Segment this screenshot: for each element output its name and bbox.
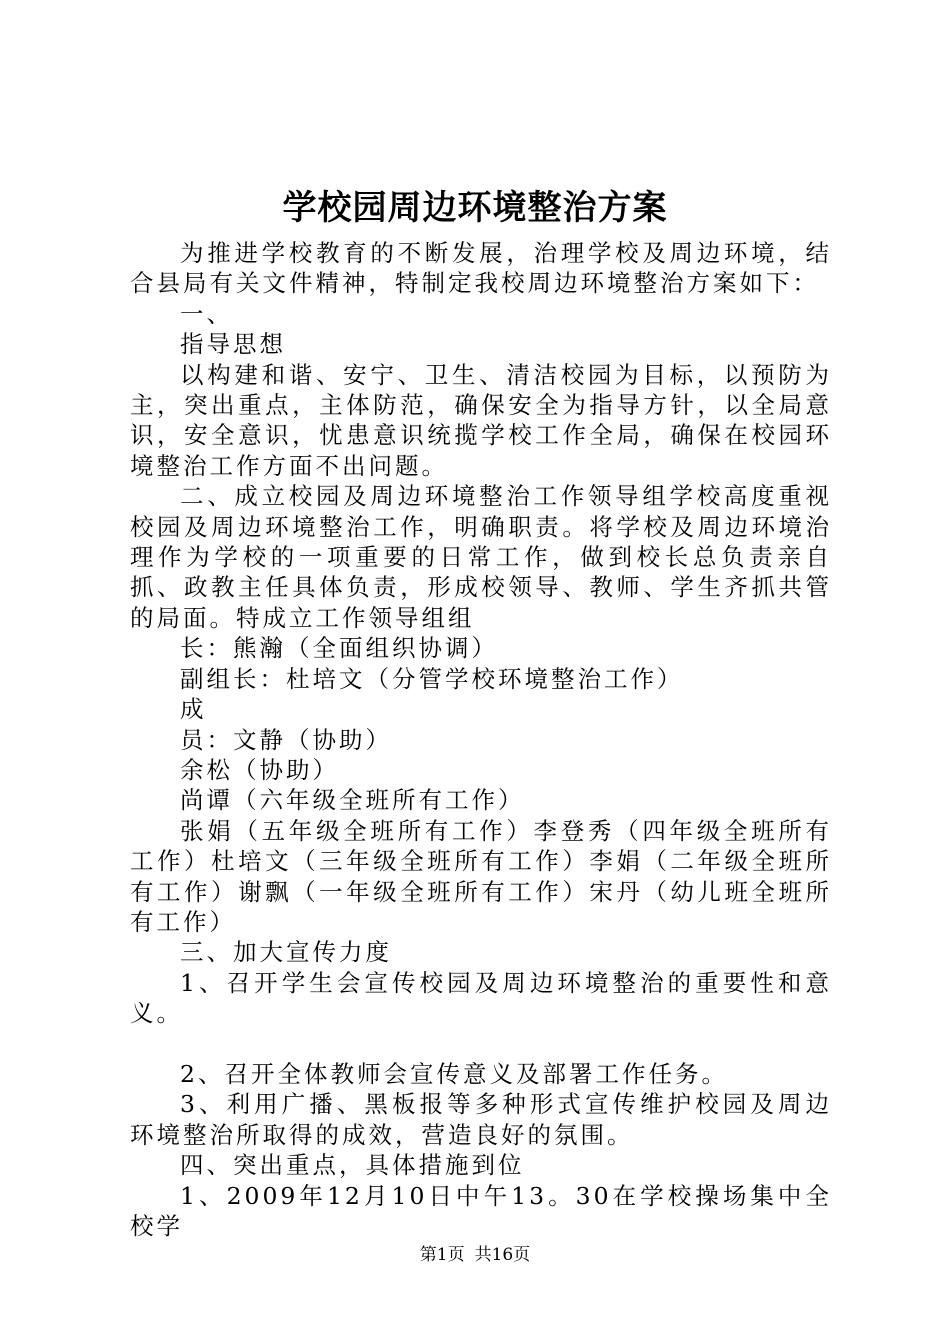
paragraph: 2、召开全体教师会宣传意义及部署工作任务。 xyxy=(180,1059,728,1088)
paragraph: 三、加大宣传力度 xyxy=(180,938,392,967)
paragraph: 员：文静（协助） xyxy=(180,725,392,754)
paragraph: 四、突出重点，具体措施到位 xyxy=(180,1151,525,1180)
paragraph-spacer xyxy=(130,1029,832,1059)
paragraph: 1、2009年12月10日中午13。30在学校操场集中全校学 xyxy=(130,1181,832,1240)
paragraph: 3、利用广播、黑板报等多种形式宣传维护校园及周边环境整治所取得的成效，营造良好的氛围。 xyxy=(130,1090,832,1149)
paragraph: 成 xyxy=(180,695,207,724)
paragraph: 为推进学校教育的不断发展，治理学校及周边环境，结合县局有关文件精神，特制定我校周边环境整治方案如下： xyxy=(130,239,832,298)
paragraph: 尚谭（六年级全班所有工作） xyxy=(180,786,525,815)
document-title: 学校园周边环境整治方案 xyxy=(282,188,668,228)
paragraph: 以构建和谐、安宁、卫生、清洁校园为目标，以预防为主，突出重点，主体防范，确保安全为指导方针，以全局意识，安全意识，忧患意识统揽学校工作全局，确保在校园环境整治工作方面不出问题。 xyxy=(130,360,832,480)
document-body xyxy=(130,238,832,1241)
page-footer xyxy=(0,1244,950,1266)
paragraph: 二、成立校园及周边环境整治工作领导组学校高度重视校园及周边环境整治工作，明确职责。将学校及周边环境治理作为学校的一项重要的日常工作，做到校长总负责亲自抓、政教主任具体负责，形成校领导、教师、学生齐抓共管的局面。特成立工作领导组组 xyxy=(130,482,832,632)
paragraph: 1、召开学生会宣传校园及周边环境整治的重要性和意义。 xyxy=(130,968,832,1028)
paragraph: 一、 xyxy=(180,299,233,328)
paragraph: 长：熊瀚（全面组织协调） xyxy=(180,634,498,663)
paragraph: 指导思想 xyxy=(180,330,286,359)
paragraph: 张娟（五年级全班所有工作）李登秀（四年级全班所有工作）杜培文（三年级全班所有工作）李娟（二年级全班所有工作）谢飘（一年级全班所有工作）宋丹（幼儿班全班所有工作） xyxy=(130,816,832,936)
page-number: 第1页 xyxy=(419,1245,465,1265)
page-total: 共16页 xyxy=(474,1245,531,1265)
paragraph: 余松（协助） xyxy=(180,755,339,784)
paragraph: 副组长：杜培文（分管学校环境整治工作） xyxy=(180,664,684,693)
